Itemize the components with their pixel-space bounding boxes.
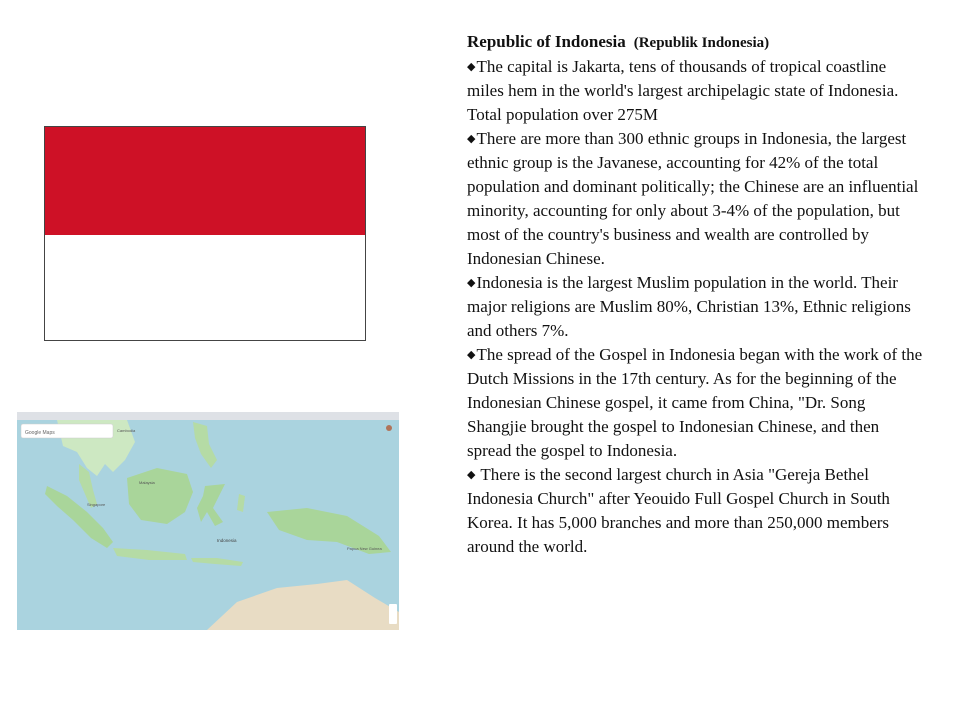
bullet-icon: ◆ [467, 469, 476, 481]
bullet-icon: ◆ [467, 277, 476, 289]
slide-text [467, 30, 927, 559]
map-label-malaysia: Malaysia [139, 480, 155, 485]
bullet-icon: ◆ [467, 349, 476, 361]
paragraph-ethnic [467, 127, 927, 271]
paragraph-text: There are more than 300 ethnic groups in Indonesia, the largest ethnic group is the Javanese, accounting for 42% of the total population and dominant politically; the Chinese are an influential minority, accounting for only about 3-4% of the population, but most of the country's business and wealth are controlled by Indonesian Chinese. [467, 129, 919, 268]
paragraph-text: There is the second largest church in Asia "Gereja Bethel Indonesia Church" after Yeouido Full Gospel Church in South Korea. It has 5,000 branches and more than 250,000 members around the world. [467, 465, 890, 556]
paragraph-capital [467, 55, 927, 127]
paragraph-gospel [467, 343, 927, 463]
map-search-placeholder: Google Maps [25, 430, 55, 436]
slide-title-line [467, 30, 927, 55]
paragraph-religion [467, 271, 927, 343]
browser-tab-bar [17, 412, 399, 420]
indonesia-map-screenshot [17, 412, 399, 630]
paragraph-text: The spread of the Gospel in Indonesia began with the work of the Dutch Missions in the 17th century. As for the beginning of the Indonesian Chinese gospel, it came from China, "Dr. Song Shangjie brought the gospel to Indonesian Chinese, and then spread the gospel to Indonesia. [467, 345, 923, 460]
map-svg [17, 412, 399, 630]
bullet-icon: ◆ [467, 133, 476, 145]
slide-title-local: (Republik Indonesia) [633, 35, 770, 51]
flag-red-stripe [45, 127, 365, 235]
paragraph-church [467, 463, 927, 559]
map-label-png: Papua New Guinea [347, 546, 382, 551]
map-zoom-control[interactable] [389, 604, 397, 624]
paragraph-text: The capital is Jakarta, tens of thousands of tropical coastline miles hem in the world's largest archipelagic state of Indonesia. Total population over 275M [467, 57, 899, 124]
paragraph-text: Indonesia is the largest Muslim population in the world. Their major religions are Muslim 80%, Christian 13%, Ethnic religions and others 7%. [467, 273, 911, 340]
indonesia-flag [44, 126, 366, 341]
flag-white-stripe [45, 235, 365, 340]
slide-title: Republic of Indonesia [467, 32, 626, 51]
map-label-singapore: Singapore [87, 502, 106, 507]
bullet-icon: ◆ [467, 61, 476, 73]
map-label-indonesia: Indonesia [217, 538, 237, 543]
map-label-cambodia: Cambodia [117, 428, 136, 433]
map-user-avatar[interactable] [386, 425, 392, 431]
